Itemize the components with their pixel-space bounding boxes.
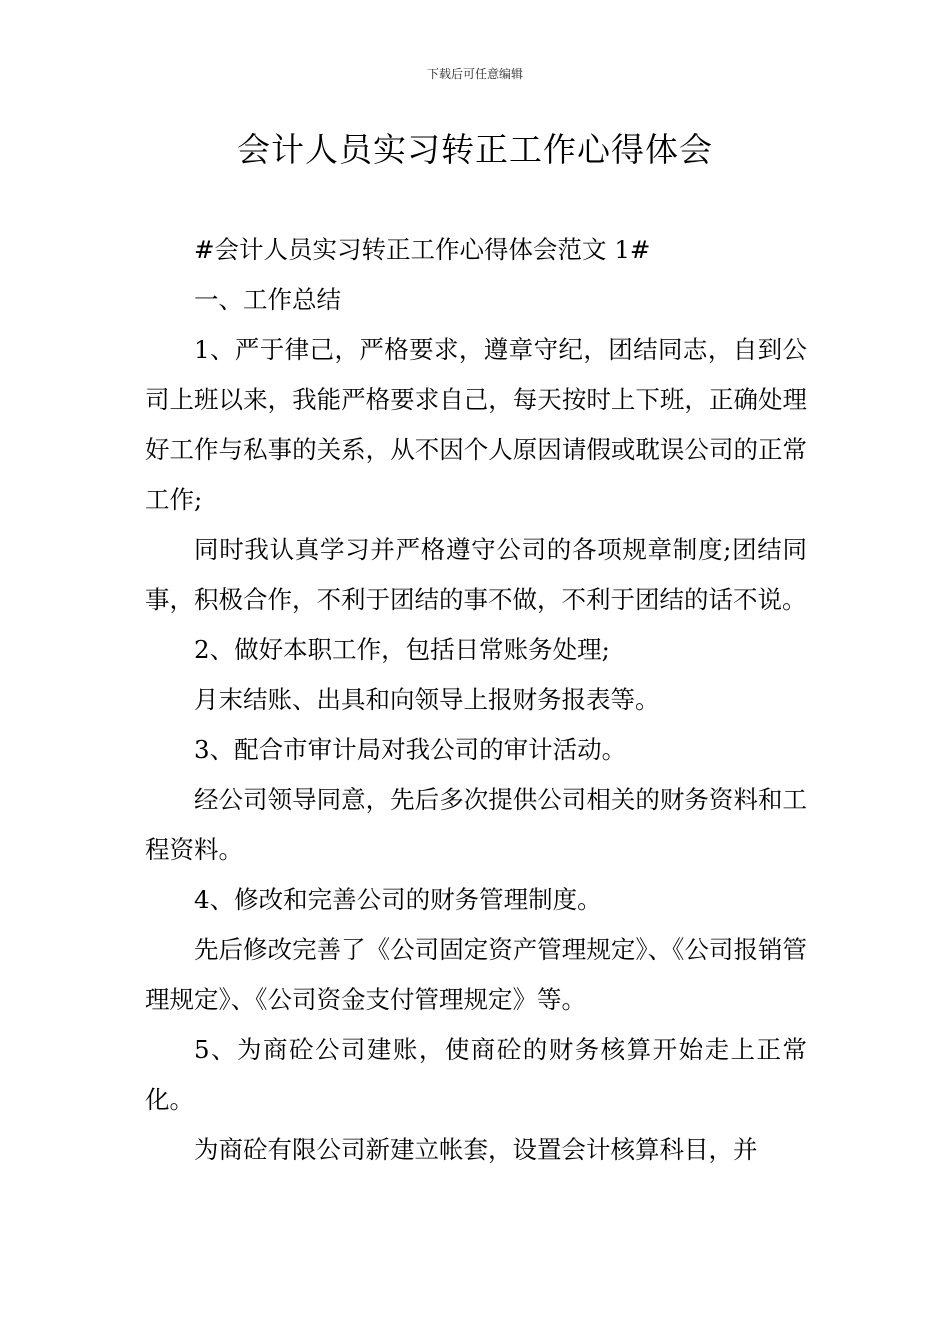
paragraph-item-5: 5、为商砼公司建账，使商砼的财务核算开始走上正常化。: [145, 1035, 807, 1114]
paragraph-item-2-cont: 月末结账、出具和向领导上报财务报表等。: [194, 685, 660, 714]
paragraph-item-1: 1、严于律己，严格要求，遵章守纪，团结同志，自到公司上班以来，我能严格要求自己，每天按时上下班，正确处理好工作与私事的关系，从不因个人原因请假或耽误公司的正常工作;: [145, 335, 807, 514]
paragraph-item-4: 4、修改和完善公司的财务管理制度。: [194, 885, 602, 914]
paragraph-item-2: 2、做好本职工作，包括日常账务处理;: [194, 635, 610, 664]
paragraph-item-3: 3、配合市审计局对我公司的审计活动。: [194, 735, 627, 764]
document-title: 会计人员实习转正工作心得体会: [237, 130, 713, 169]
document-body: [145, 225, 807, 1175]
section-heading-sample-1: #会计人员实习转正工作心得体会范文 1#: [194, 235, 651, 264]
section-heading-work-summary: 一、工作总结: [194, 285, 341, 314]
paragraph-item-3-cont: 经公司领导同意，先后多次提供公司相关的财务资料和工程资料。: [145, 785, 807, 864]
paragraph-item-4-cont: 先后修改完善了《公司固定资产管理规定》、《公司报销管理规定》、《公司资金支付管理规定》等。: [145, 935, 807, 1014]
paragraph-item-1-cont: 同时我认真学习并严格遵守公司的各项规章制度;团结同事，积极合作，不利于团结的事不做，不利于团结的话不说。: [145, 535, 807, 614]
paragraph-item-5-cont: 为商砼有限公司新建立帐套，设置会计核算科目，并: [194, 1135, 758, 1164]
header-note: 下载后可任意编辑: [426, 67, 523, 81]
